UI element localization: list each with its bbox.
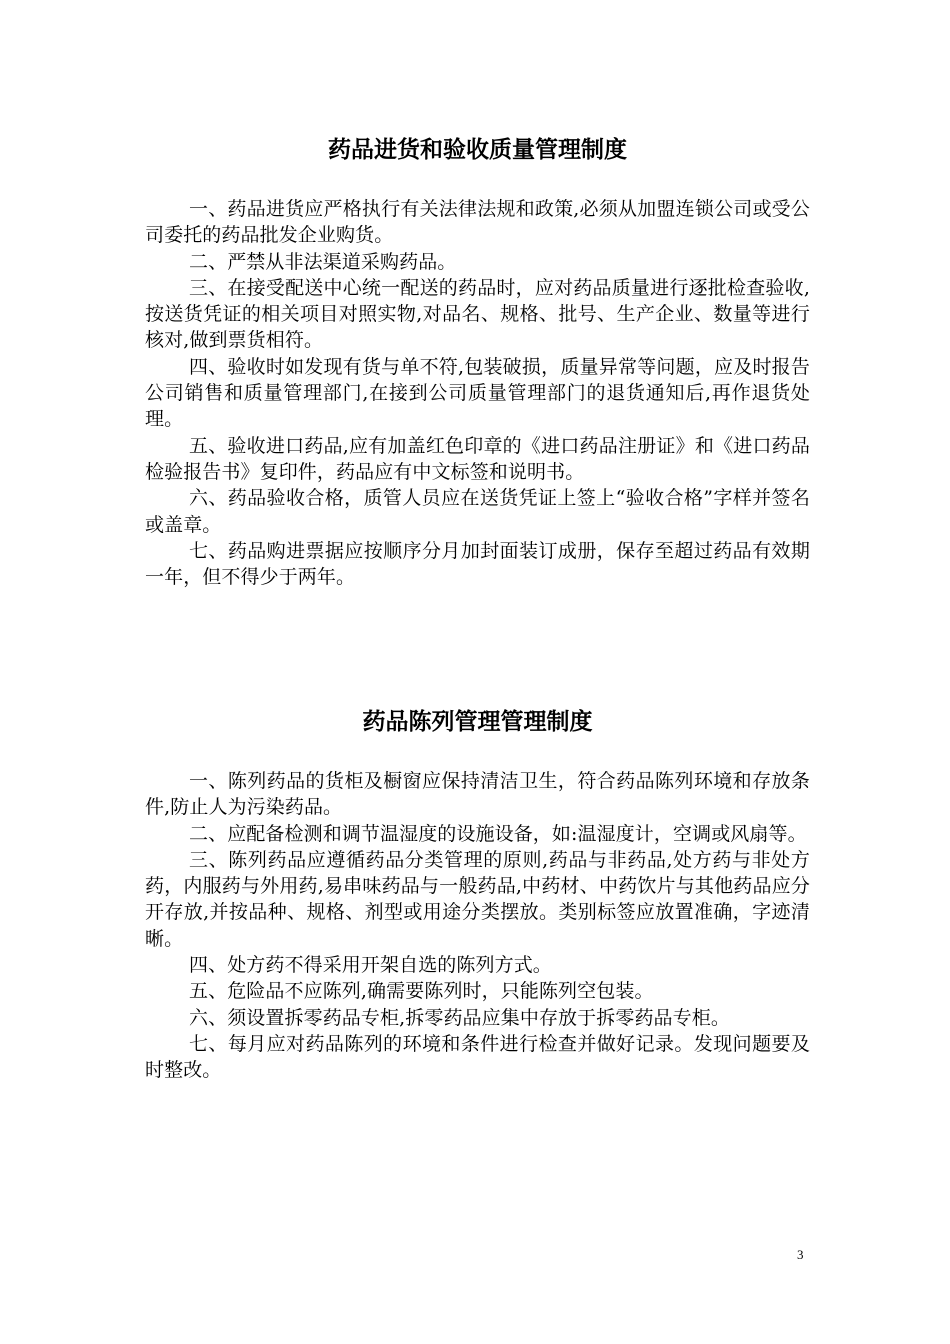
paragraph: 四、验收时如发现有货与单不符,包装破损，质量异常等问题，应及时报告公司销售和质量管理部门,在接到公司质量管理部门的退货通知后,再作退货处理。 — [145, 355, 810, 431]
paragraph: 五、危险品不应陈列,确需要陈列时，只能陈列空包装。 — [189, 980, 654, 1003]
paragraph: 五、验收进口药品,应有加盖红色印章的《进口药品注册证》和《进口药品检验报告书》复印件，药品应有中文标签和说明书。 — [145, 434, 810, 483]
paragraph: 七、每月应对药品陈列的环境和条件进行检查并做好记录。发现问题要及时整改。 — [145, 1032, 810, 1082]
paragraph: 一、药品进货应严格执行有关法律法规和政策,必须从加盟连锁公司或受公司委托的药品批发企业购货。 — [145, 198, 810, 247]
section-display-management — [145, 705, 810, 1084]
section-title: 药品陈列管理管理制度 — [362, 709, 593, 735]
paragraph: 六、须设置拆零药品专柜,拆零药品应集中存放于拆零药品专柜。 — [189, 1006, 730, 1029]
paragraph: 三、在接受配送中心统一配送的药品时，应对药品质量进行逐批检查验收,按送货凭证的相关项目对照实物,对品名、规格、批号、生产企业、数量等进行核对,做到票货相符。 — [145, 276, 810, 352]
section-body — [145, 768, 810, 1084]
paragraph: 二、严禁从非法渠道采购药品。 — [189, 250, 457, 273]
paragraph: 六、药品验收合格，质管人员应在送货凭证上签上“验收合格”字样并签名或盖章。 — [145, 487, 810, 536]
section-title: 药品进货和验收质量管理制度 — [328, 137, 627, 163]
paragraph: 四、处方药不得采用开架自选的陈列方式。 — [189, 954, 552, 977]
section-body — [145, 196, 810, 590]
page-number: 3 — [797, 1247, 804, 1262]
paragraph: 七、药品购进票据应按顺序分月加封面装订成册，保存至超过药品有效期一年，但不得少于两年。 — [145, 539, 810, 589]
paragraph: 二、应配备检测和调节温湿度的设施设备，如:温湿度计，空调或风扇等。 — [189, 822, 807, 845]
section-purchase-acceptance — [145, 133, 810, 590]
paragraph: 三、陈列药品应遵循药品分类管理的原则,药品与非药品,处方药与非处方药，内服药与外用药,易串味药品与一般药品,中药材、中药饮片与其他药品应分开存放,并按品种、规格、剂型或用途分类摆放。类别标签应放置准确，字迹清晰。 — [145, 848, 810, 950]
paragraph: 一、陈列药品的货柜及橱窗应保持清洁卫生，符合药品陈列环境和存放条件,防止人为污染药品。 — [145, 770, 810, 819]
